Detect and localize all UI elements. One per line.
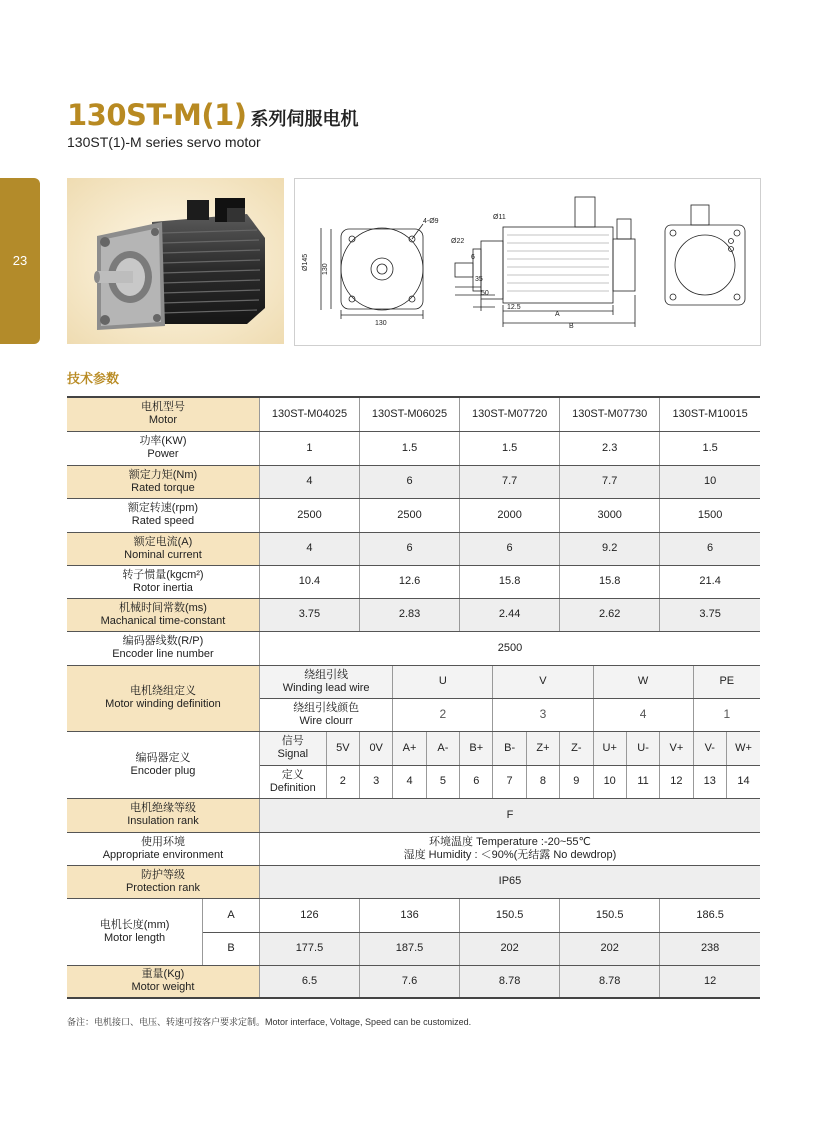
model-cell: 130ST-M10015 bbox=[660, 397, 760, 431]
value-cell: 2.83 bbox=[360, 598, 460, 631]
row-label: 使用环境 Appropriate environment bbox=[67, 832, 259, 865]
value-cell: 6 bbox=[360, 465, 460, 498]
lead-cell: W bbox=[593, 665, 693, 698]
row-label: 转子惯量(kgcm²) Rotor inertia bbox=[67, 565, 259, 598]
sub-label: 定义 Definition bbox=[259, 765, 326, 798]
value-cell: 10.4 bbox=[259, 565, 359, 598]
footnote: 备注：电机接口、电压、转速可按客户要求定制。Motor interface, Voltage, Speed can be customized. bbox=[67, 1017, 472, 1027]
table-row-weight bbox=[67, 965, 760, 998]
value-cell: 21.4 bbox=[660, 565, 760, 598]
pin-signal: V- bbox=[693, 731, 726, 765]
table-row-power bbox=[67, 431, 760, 465]
row-label: 电机长度(mm) Motor length bbox=[67, 898, 203, 965]
length-sub-label: A bbox=[203, 898, 260, 932]
dim-d22: Ø22 bbox=[451, 238, 465, 245]
value-cell: 10 bbox=[660, 465, 760, 498]
pin-definition: 9 bbox=[560, 765, 593, 798]
pin-signal: W+ bbox=[726, 731, 760, 765]
row-label: 额定电流(A) Nominal current bbox=[67, 532, 259, 565]
table-row-inertia bbox=[67, 565, 760, 598]
pin-signal: B- bbox=[493, 731, 526, 765]
value-cell: 2500 bbox=[259, 631, 760, 665]
row-label: 编码器定义 Encoder plug bbox=[67, 731, 259, 798]
value-cell: 1 bbox=[259, 431, 359, 465]
table-row-motor bbox=[67, 397, 760, 431]
dim-6: 6 bbox=[471, 254, 475, 261]
section-title: 技术参数 bbox=[67, 371, 120, 386]
value-cell: 187.5 bbox=[360, 932, 460, 965]
row-label: 额定力矩(Nm) Rated torque bbox=[67, 465, 259, 498]
pin-signal: A+ bbox=[393, 731, 426, 765]
dim-50: 50 bbox=[481, 290, 489, 297]
value-cell: 15.8 bbox=[460, 565, 560, 598]
pin-signal: Z+ bbox=[526, 731, 559, 765]
color-cell: 2 bbox=[393, 698, 493, 731]
value-cell: 6 bbox=[660, 532, 760, 565]
row-label: 电机绝缘等级 Insulation rank bbox=[67, 798, 259, 832]
sub-label: 信号 Signal bbox=[259, 731, 326, 765]
pin-definition: 4 bbox=[393, 765, 426, 798]
pin-signal: 5V bbox=[326, 731, 359, 765]
value-cell: 4 bbox=[259, 465, 359, 498]
value-cell: 6 bbox=[360, 532, 460, 565]
color-cell: 1 bbox=[693, 698, 760, 731]
value-cell: 4 bbox=[259, 532, 359, 565]
color-cell: 4 bbox=[593, 698, 693, 731]
page-number-tab bbox=[0, 178, 40, 344]
table-row-speed bbox=[67, 498, 760, 532]
value-cell: 1.5 bbox=[660, 431, 760, 465]
pin-signal: A- bbox=[426, 731, 459, 765]
value-cell: F bbox=[259, 798, 760, 832]
value-cell: 202 bbox=[460, 932, 560, 965]
value-cell: 238 bbox=[660, 932, 760, 965]
pin-signal: B+ bbox=[460, 731, 493, 765]
pin-signal: 0V bbox=[360, 731, 393, 765]
model-cell: 130ST-M06025 bbox=[360, 397, 460, 431]
pin-definition: 13 bbox=[693, 765, 726, 798]
page-number: 23 bbox=[12, 253, 28, 268]
sub-label: 绕组引线 Winding lead wire bbox=[259, 665, 392, 698]
row-label: 编码器线数(R/P) Encoder line number bbox=[67, 631, 259, 665]
value-cell: 15.8 bbox=[560, 565, 660, 598]
pin-definition: 3 bbox=[360, 765, 393, 798]
pin-signal: U- bbox=[626, 731, 659, 765]
row-label: 电机绕组定义 Motor winding definition bbox=[67, 665, 259, 731]
lead-cell: PE bbox=[693, 665, 760, 698]
pin-definition: 11 bbox=[626, 765, 659, 798]
value-cell: 12.6 bbox=[360, 565, 460, 598]
value-cell: 3.75 bbox=[660, 598, 760, 631]
value-cell: 2500 bbox=[259, 498, 359, 532]
dim-B: B bbox=[569, 323, 574, 330]
value-cell: 7.7 bbox=[560, 465, 660, 498]
value-cell: 7.7 bbox=[460, 465, 560, 498]
table-row-encoder-signal bbox=[67, 731, 760, 765]
value-cell: 1.5 bbox=[460, 431, 560, 465]
color-cell: 3 bbox=[493, 698, 593, 731]
pin-definition: 7 bbox=[493, 765, 526, 798]
model-cell: 130ST-M04025 bbox=[259, 397, 359, 431]
model-cell: 130ST-M07720 bbox=[460, 397, 560, 431]
row-label: 机械时间常数(ms) Machanical time-constant bbox=[67, 598, 259, 631]
pin-definition: 14 bbox=[726, 765, 760, 798]
value-cell: 7.6 bbox=[360, 965, 460, 998]
value-cell: 9.2 bbox=[560, 532, 660, 565]
value-cell: 2.44 bbox=[460, 598, 560, 631]
value-cell: 2.62 bbox=[560, 598, 660, 631]
lead-cell: U bbox=[393, 665, 493, 698]
value-cell: 202 bbox=[560, 932, 660, 965]
value-cell: 2000 bbox=[460, 498, 560, 532]
model-cell: 130ST-M07730 bbox=[560, 397, 660, 431]
table-row-length-a bbox=[67, 898, 760, 932]
value-cell: 3000 bbox=[560, 498, 660, 532]
spec-table bbox=[67, 396, 760, 999]
pin-definition: 2 bbox=[326, 765, 359, 798]
pin-definition: 10 bbox=[593, 765, 626, 798]
value-cell: 6.5 bbox=[259, 965, 359, 998]
dim-hole: 4-Ø9 bbox=[423, 218, 439, 225]
row-label: 电机型号 Motor bbox=[67, 397, 259, 431]
motor-photo bbox=[67, 178, 284, 344]
dim-130-horizontal: 130 bbox=[375, 320, 387, 327]
dimension-drawing bbox=[294, 178, 761, 346]
value-cell: 12 bbox=[660, 965, 760, 998]
value-cell: 1500 bbox=[660, 498, 760, 532]
pin-definition: 6 bbox=[460, 765, 493, 798]
dim-130-vertical: 130 bbox=[322, 263, 329, 275]
row-label: 功率(KW) Power bbox=[67, 431, 259, 465]
value-cell: 环境温度 Temperature :-20~55℃ 湿度 Humidity : ＜90%(无结露 No dewdrop) bbox=[259, 832, 760, 865]
value-cell: 186.5 bbox=[660, 898, 760, 932]
dim-shaft: Ø11 bbox=[493, 214, 506, 221]
table-row-protection bbox=[67, 865, 760, 898]
page-title bbox=[67, 98, 359, 132]
lead-cell: V bbox=[493, 665, 593, 698]
pin-definition: 8 bbox=[526, 765, 559, 798]
row-label: 额定转速(rpm) Rated speed bbox=[67, 498, 259, 532]
table-row-torque bbox=[67, 465, 760, 498]
dim-35: 35 bbox=[475, 276, 483, 283]
value-cell: 126 bbox=[259, 898, 359, 932]
value-cell: IP65 bbox=[259, 865, 760, 898]
dim-A: A bbox=[555, 311, 560, 318]
value-cell: 1.5 bbox=[360, 431, 460, 465]
page-subtitle: 130ST(1)-M series servo motor bbox=[67, 134, 261, 150]
sub-label: 绕组引线颜色 Wire clourr bbox=[259, 698, 392, 731]
pin-signal: U+ bbox=[593, 731, 626, 765]
value-cell: 136 bbox=[360, 898, 460, 932]
pin-signal: Z- bbox=[560, 731, 593, 765]
value-cell: 150.5 bbox=[460, 898, 560, 932]
table-row-current bbox=[67, 532, 760, 565]
dim-12-5: 12.5 bbox=[507, 304, 521, 311]
row-label: 防护等级 Protection rank bbox=[67, 865, 259, 898]
table-row-winding-lead bbox=[67, 665, 760, 698]
value-cell: 177.5 bbox=[259, 932, 359, 965]
value-cell: 2.3 bbox=[560, 431, 660, 465]
title-cn: 系列伺服电机 bbox=[250, 109, 359, 130]
pin-signal: V+ bbox=[660, 731, 693, 765]
value-cell: 6 bbox=[460, 532, 560, 565]
pin-definition: 5 bbox=[426, 765, 459, 798]
pin-definition: 12 bbox=[660, 765, 693, 798]
table-row-timeconst bbox=[67, 598, 760, 631]
value-cell: 2500 bbox=[360, 498, 460, 532]
value-cell: 8.78 bbox=[560, 965, 660, 998]
title-model: 130ST-M(1) bbox=[67, 98, 247, 132]
value-cell: 3.75 bbox=[259, 598, 359, 631]
row-label: 重量(Kg) Motor weight bbox=[67, 965, 259, 998]
value-cell: 150.5 bbox=[560, 898, 660, 932]
length-sub-label: B bbox=[203, 932, 260, 965]
table-row-encoder-lines bbox=[67, 631, 760, 665]
dim-d145: Ø145 bbox=[302, 253, 309, 271]
table-row-insulation bbox=[67, 798, 760, 832]
value-cell: 8.78 bbox=[460, 965, 560, 998]
table-row-environment bbox=[67, 832, 760, 865]
